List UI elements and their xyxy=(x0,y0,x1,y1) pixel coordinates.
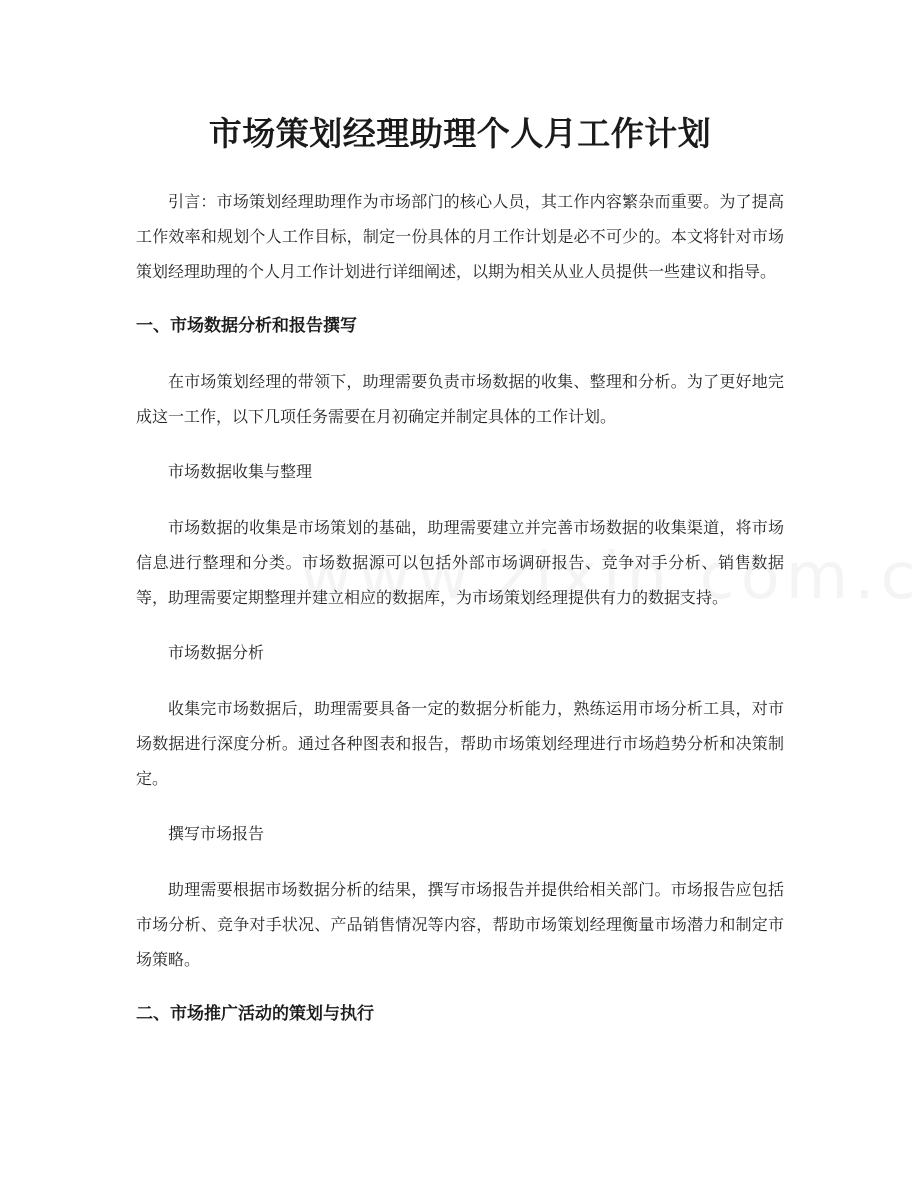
section-1-heading: 一、市场数据分析和报告撰写 xyxy=(136,316,357,336)
intro-paragraph: 引言：市场策划经理助理作为市场部门的核心人员，其工作内容繁杂而重要。为了提高工作效率和规划个人工作目标，制定一份具体的月工作计划是必不可少的。本文将针对市场策划经理助理的个人月工作计划进行详细阐述，以期为相关从业人员提供一些建议和指导。 xyxy=(136,192,784,281)
document-body xyxy=(136,184,784,1052)
document-title: 市场策划经理助理个人月工作计划 xyxy=(208,114,712,153)
subsection-data-analysis-heading: 市场数据分析 xyxy=(168,643,265,662)
subsection-report-writing-paragraph: 助理需要根据市场数据分析的结果，撰写市场报告并提供给相关部门。市场报告应包括市场分析、竞争对手状况、产品销售情况等内容，帮助市场策划经理衡量市场潜力和制定市场策略。 xyxy=(136,880,784,969)
subsection-report-writing-heading: 撰写市场报告 xyxy=(168,824,265,843)
section-2-heading: 二、市场推广活动的策划与执行 xyxy=(136,1004,374,1024)
subsection-data-analysis-paragraph: 收集完市场数据后，助理需要具备一定的数据分析能力，熟练运用市场分析工具，对市场数据进行深度分析。通过各种图表和报告，帮助市场策划经理进行市场趋势分析和决策制定。 xyxy=(136,699,784,788)
subsection-data-collection-heading: 市场数据收集与整理 xyxy=(168,462,313,481)
section-1-lead-paragraph: 在市场策划经理的带领下，助理需要负责市场数据的收集、整理和分析。为了更好地完成这一工作，以下几项任务需要在月初确定并制定具体的工作计划。 xyxy=(136,372,784,426)
subsection-data-collection-paragraph: 市场数据的收集是市场策划的基础，助理需要建立并完善市场数据的收集渠道，将市场信息进行整理和分类。市场数据源可以包括外部市场调研报告、竞争对手分析、销售数据等，助理需要定期整理并建立相应的数据库，为市场策划经理提供有力的数据支持。 xyxy=(136,518,784,607)
